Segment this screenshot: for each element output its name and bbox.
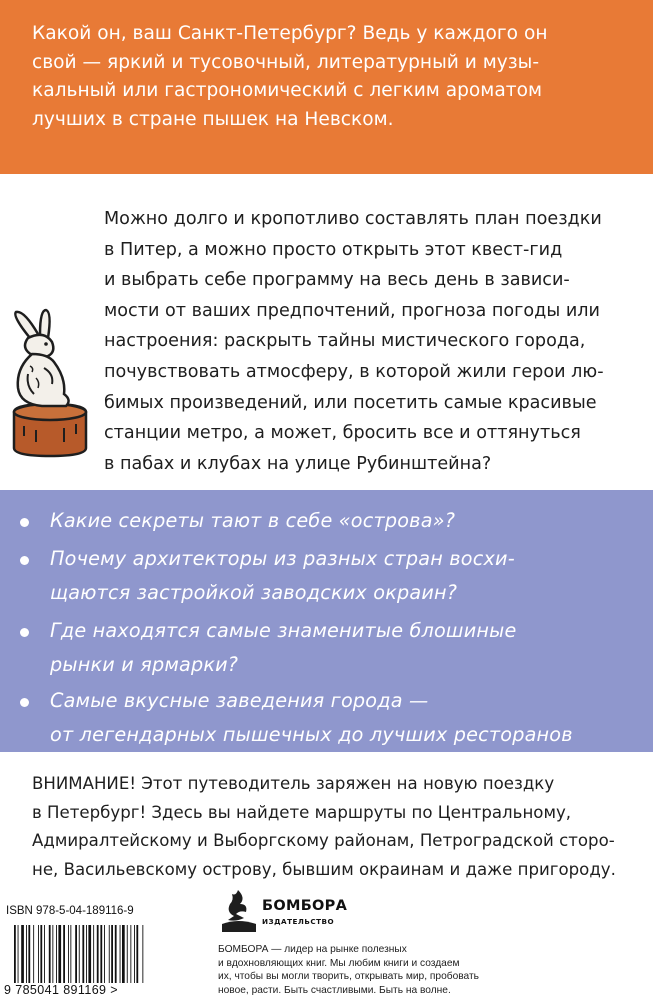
question-text — [50, 684, 573, 751]
bullet-dot-icon — [20, 698, 29, 707]
intro-line: в пабах и клубах на улице Рубинштейна? — [104, 453, 492, 474]
question-line: щаются застройкой заводских окраин? — [50, 580, 458, 604]
bullet-dot-icon — [20, 628, 29, 637]
intro-line: и выбрать себе программу на весь день в зависи- — [104, 270, 570, 291]
intro-line: Можно долго и кропотливо составлять план поездки — [104, 209, 602, 229]
orange-intro-line: свой — яркий и тусовочный, литературный и музы- — [32, 51, 540, 73]
isbn-barcode — [4, 905, 189, 1000]
intro-line: станции метро, а может, бросить все и оттянуться — [104, 423, 581, 444]
question-line: Почему архитекторы из разных стран восхи- — [50, 547, 515, 570]
blurb-line: БОМБОРА — лидер на рынке полезных — [218, 944, 407, 955]
intro-line: в Питер, а можно просто открыть этот квест-гид — [104, 239, 563, 260]
publisher-logo — [218, 888, 348, 934]
bombora-logo-icon — [218, 888, 260, 934]
intro-line: настроения: раскрыть тайны мистического города, — [104, 331, 586, 352]
publisher-subtitle: ИЗДАТЕЛЬСТВО — [262, 917, 335, 926]
hare-on-stump-icon — [6, 308, 94, 458]
blurb-line: и вдохновляющих книг. Мы любим книги и создаем — [218, 957, 460, 969]
notice-line: Адмиралтейскому и Выборгскому районам, Петроградской сторо- — [32, 831, 615, 850]
notice-line: ВНИМАНИЕ! Этот путеводитель заряжен на новую поездку — [32, 774, 555, 793]
publisher-blurb — [218, 943, 479, 997]
bullet-dot-icon — [20, 556, 29, 565]
intro-line: почувствовать атмосферу, в которой жили герои лю- — [104, 361, 604, 382]
orange-intro-line: лучших в стране пышек на Невском. — [32, 108, 394, 130]
barcode-digits: 9 785041 891169 > — [4, 983, 118, 997]
orange-intro-line: кальный или гастрономический с легким ароматом — [32, 80, 542, 101]
notice-line: в Петербург! Здесь вы найдете маршруты по Центральному, — [32, 802, 572, 822]
intro-line: бимых произведений, или посетить самые красивые — [104, 392, 597, 413]
notice-line: не, Васильевскому острову, бывшим окраинам и даже пригороду. — [32, 859, 616, 879]
intro-line: мости от ваших предпочтений, прогноза погоды или — [104, 300, 600, 321]
orange-intro-line: Какой он, ваш Санкт-Петербург? Ведь у каждого он — [32, 23, 548, 44]
bullet-dot-icon — [20, 518, 29, 527]
isbn-label: ISBN 978-5-04-189116-9 — [6, 905, 134, 917]
questions-block — [0, 490, 653, 752]
orange-intro-block — [0, 0, 653, 174]
question-line: Какие секреты тают в себе «острова»? — [50, 509, 456, 532]
barcode-icon — [14, 925, 184, 983]
question-text — [50, 542, 515, 609]
blurb-line: новое, расти. Быть счастливыми. Быть на волне. — [218, 984, 451, 996]
blurb-line: их, чтобы вы могли творить, открывать мир, пробовать — [218, 971, 479, 983]
question-text — [50, 614, 516, 681]
intro-paragraph — [104, 204, 644, 479]
question-line: Где находятся самые знаменитые блошиные — [50, 619, 517, 642]
question-text — [50, 504, 455, 538]
question-line: рынки и ярмарки? — [50, 652, 239, 676]
question-line: Самые вкусные заведения города — — [50, 689, 429, 712]
publisher-name: БОМБОРА — [262, 898, 348, 914]
notice-paragraph — [32, 770, 642, 884]
question-line: от легендарных пышечных до лучших ресторанов — [50, 722, 573, 746]
